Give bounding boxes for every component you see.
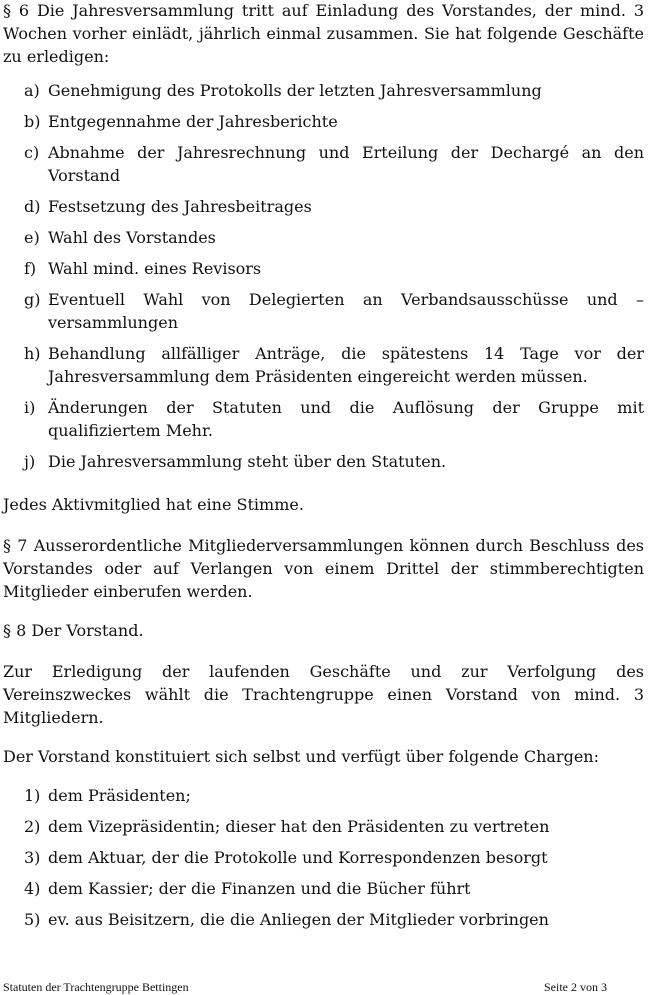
footer-document-title: Statuten der Trachtengruppe Bettingen bbox=[3, 980, 189, 994]
list-item bbox=[3, 342, 644, 388]
list-item-text: Wahl des Vorstandes bbox=[48, 228, 216, 247]
list-item-text: dem Aktuar, der die Protokolle und Korrespondenzen besorgt bbox=[48, 848, 548, 867]
list-item bbox=[3, 226, 644, 249]
list-item-text: Entgegennahme der Jahresberichte bbox=[48, 112, 338, 131]
section-8-heading: § 8 Der Vorstand. bbox=[3, 621, 144, 640]
list-marker: h) bbox=[24, 344, 41, 363]
list-item-text: Festsetzung des Jahresbeitrages bbox=[48, 197, 312, 216]
list-item bbox=[3, 815, 644, 838]
list-marker: b) bbox=[24, 112, 41, 131]
list-item-text: dem Präsidenten; bbox=[48, 786, 191, 805]
list-item bbox=[3, 908, 644, 931]
list-item bbox=[3, 784, 644, 807]
list-item-text: dem Vizepräsidentin; dieser hat den Präsidenten zu vertreten bbox=[48, 817, 550, 836]
list-item-text: Die Jahresversammlung steht über den Statuten. bbox=[48, 452, 447, 471]
list-marker: c) bbox=[24, 143, 40, 162]
document-page bbox=[3, 0, 644, 931]
list-item bbox=[3, 141, 644, 187]
list-item-text: Genehmigung des Protokolls der letzten Jahresversammlung bbox=[48, 81, 542, 100]
list-marker: 5) bbox=[24, 910, 41, 929]
section-8-constitution: Der Vorstand konstituiert sich selbst und verfügt über folgende Chargen: bbox=[3, 747, 599, 766]
list-item bbox=[3, 110, 644, 133]
list-item-text: Wahl mind. eines Revisors bbox=[48, 259, 262, 278]
list-marker: a) bbox=[24, 81, 40, 100]
list-marker: 1) bbox=[24, 786, 41, 805]
list-marker: d) bbox=[24, 197, 41, 216]
list-marker: e) bbox=[24, 228, 40, 247]
list-marker: f) bbox=[24, 259, 37, 278]
vote-note: Jedes Aktivmitglied hat eine Stimme. bbox=[3, 495, 304, 514]
section-6-intro: § 6 Die Jahresversammlung tritt auf Einladung des Vorstandes, der mind. 3 Wochen vorher einlädt, jährlich einmal zusammen. Sie hat folgende Geschäfte zu erledigen: bbox=[3, 1, 644, 66]
section-8-list bbox=[3, 784, 644, 931]
list-marker: 3) bbox=[24, 848, 41, 867]
list-item-text: ev. aus Beisitzern, die die Anliegen der Mitglieder vorbringen bbox=[48, 910, 549, 929]
list-item bbox=[3, 450, 644, 473]
list-item-text: Behandlung allfälliger Anträge, die spätestens 14 Tage vor der Jahresversammlung dem Präsidenten eingereicht werden müssen. bbox=[48, 344, 644, 386]
list-marker: i) bbox=[24, 398, 36, 417]
list-item-text: Änderungen der Statuten und die Auflösung der Gruppe mit qualifiziertem Mehr. bbox=[48, 398, 644, 440]
footer-page-number: Seite 2 von 3 bbox=[544, 980, 607, 994]
list-item bbox=[3, 396, 644, 442]
list-item-text: Abnahme der Jahresrechnung und Erteilung der Dechargé an den Vorstand bbox=[48, 143, 644, 185]
list-marker: j) bbox=[24, 452, 36, 471]
list-item bbox=[3, 257, 644, 280]
section-6-list bbox=[3, 79, 644, 473]
section-8-purpose: Zur Erledigung der laufenden Geschäfte und zur Verfolgung des Vereinszweckes wählt die Trachtengruppe einen Vorstand von mind. 3 Mitgliedern. bbox=[3, 662, 644, 727]
list-marker: g) bbox=[24, 290, 41, 309]
list-item bbox=[3, 288, 644, 334]
list-item bbox=[3, 195, 644, 218]
section-7-text: § 7 Ausserordentliche Mitgliederversammlungen können durch Beschluss des Vorstandes oder auf Verlangen von einem Drittel der stimmberechtigten Mitglieder einberufen werden. bbox=[3, 536, 644, 601]
list-item bbox=[3, 79, 644, 102]
list-item-text: Eventuell Wahl von Delegierten an Verbandsausschüsse und –versammlungen bbox=[48, 290, 644, 332]
list-marker: 4) bbox=[24, 879, 41, 898]
list-marker: 2) bbox=[24, 817, 41, 836]
list-item bbox=[3, 877, 644, 900]
list-item bbox=[3, 846, 644, 869]
list-item-text: dem Kassier; der die Finanzen und die Bücher führt bbox=[48, 879, 471, 898]
